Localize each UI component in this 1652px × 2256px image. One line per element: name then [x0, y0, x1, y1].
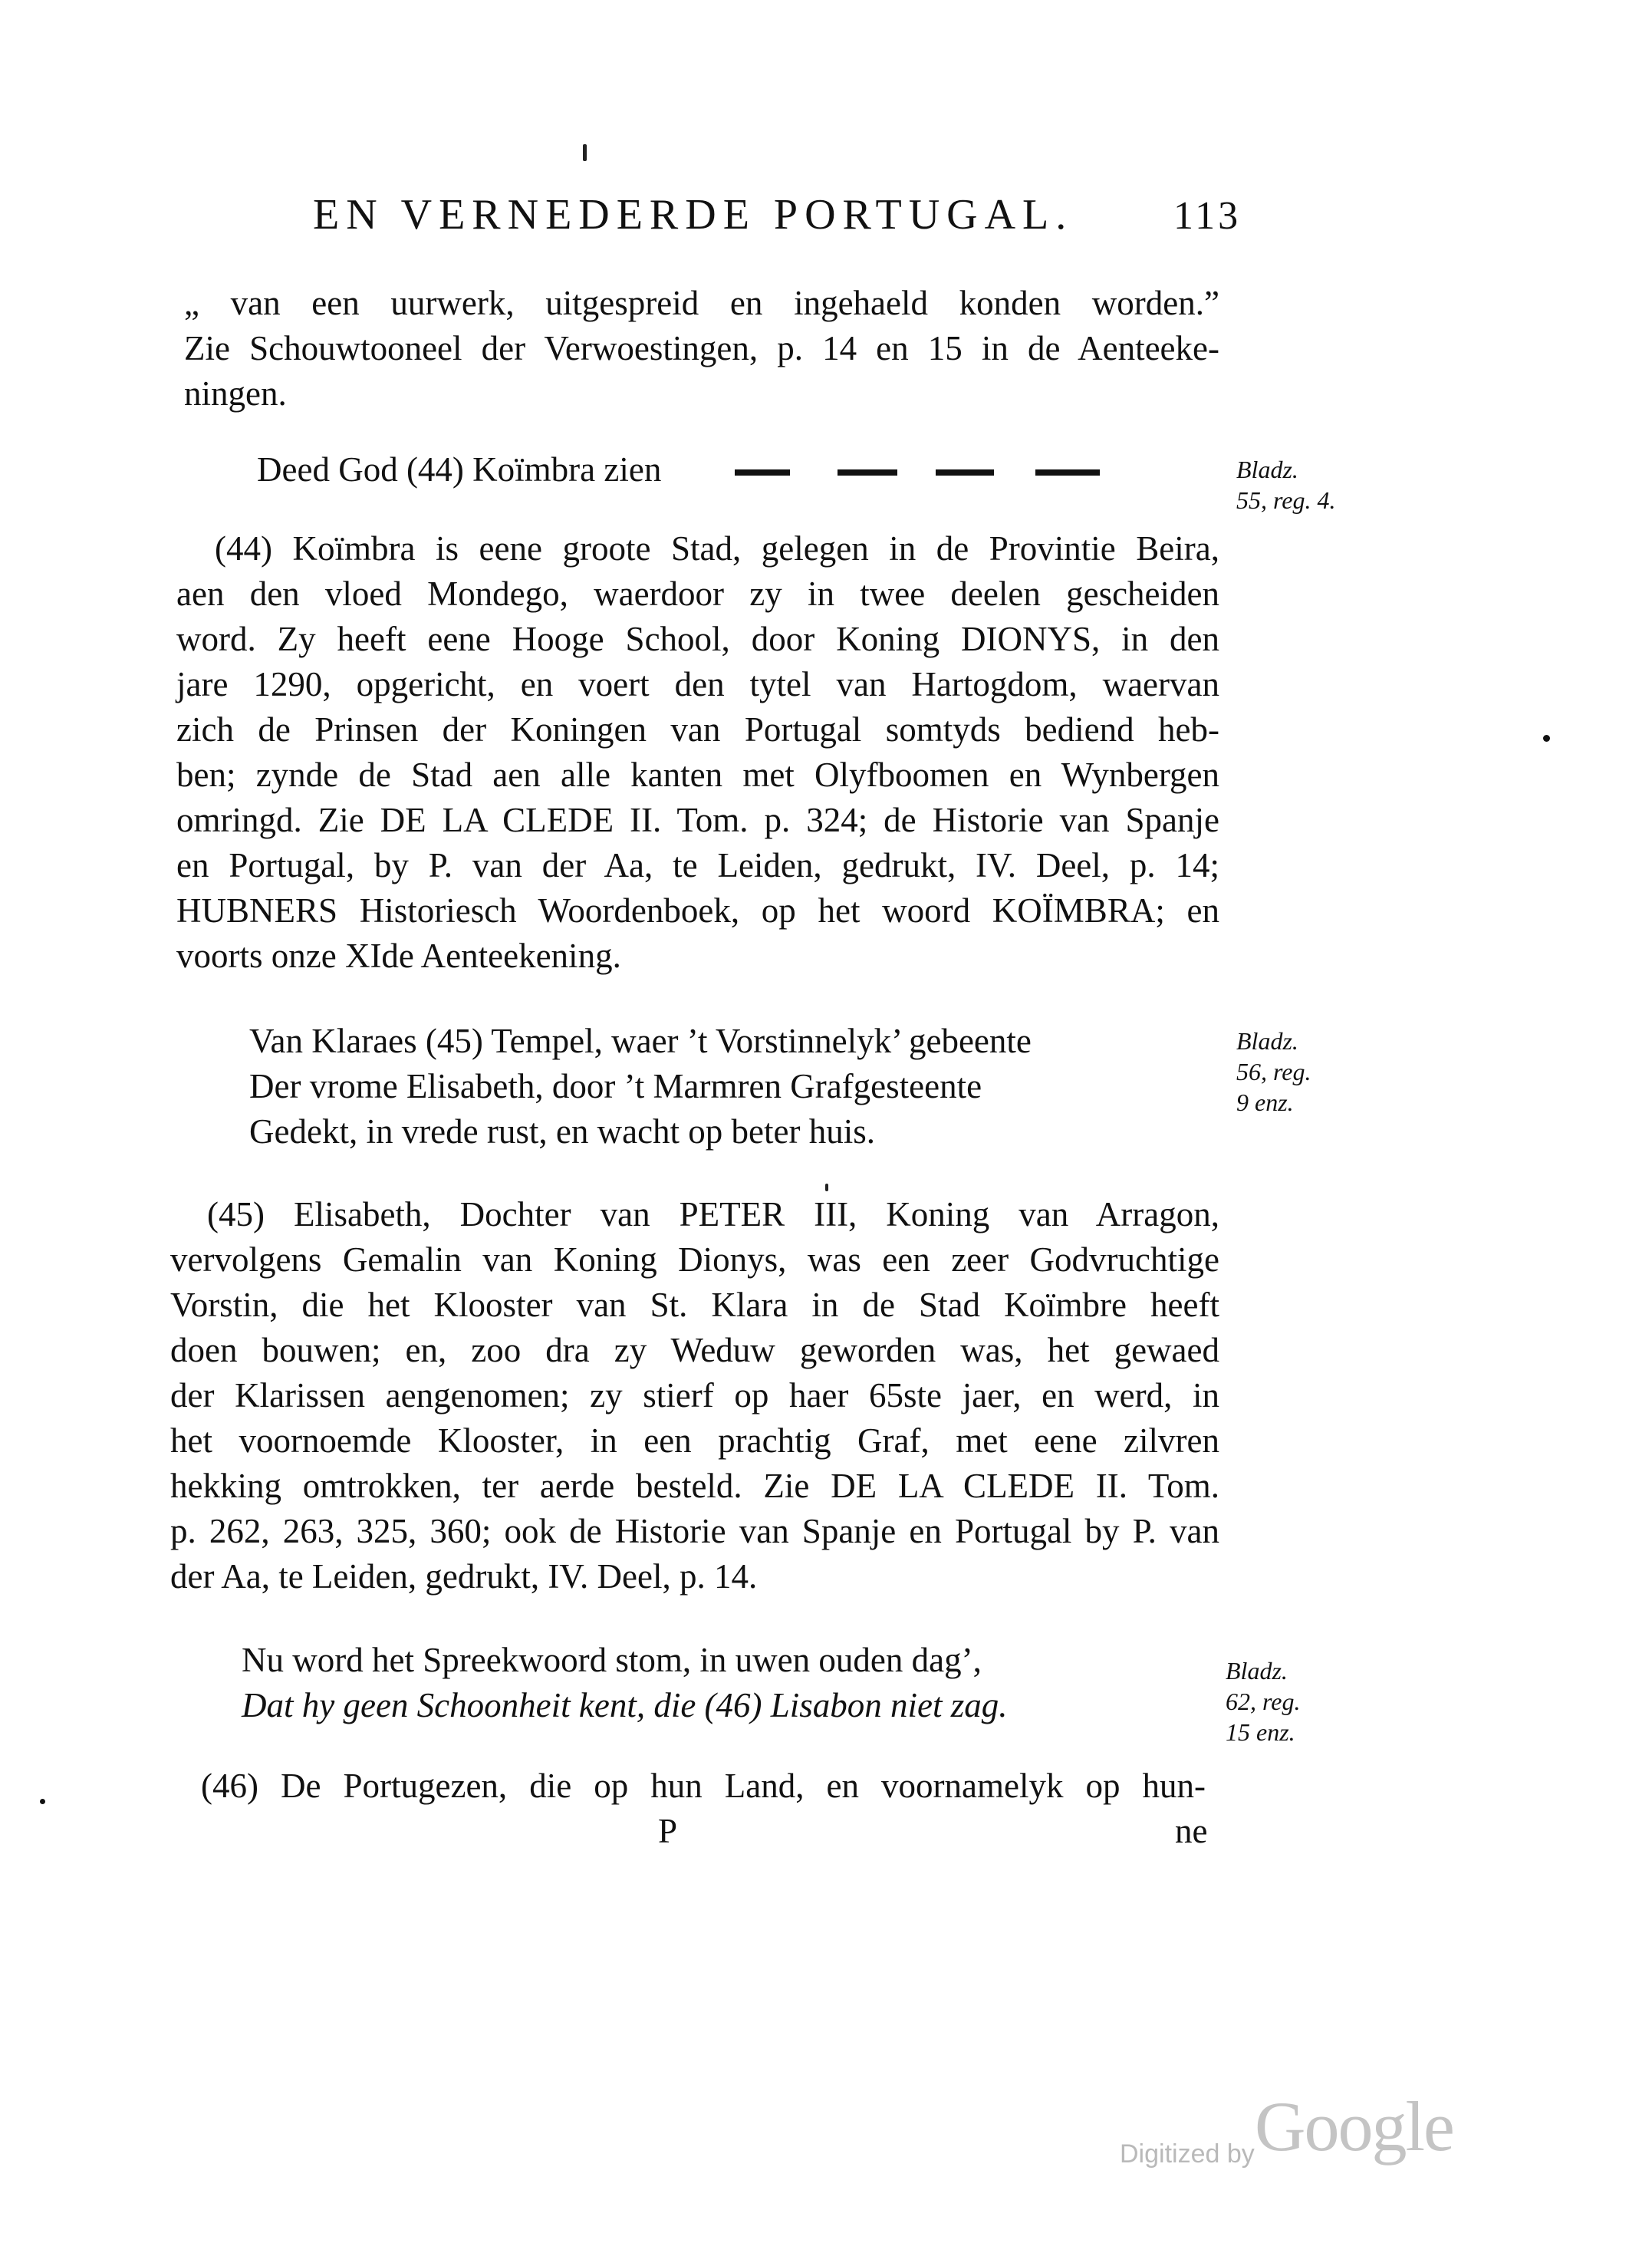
verse-line: Deed God (44) Koïmbra zien	[257, 450, 662, 489]
footnote-line: zich de Prinsen der Koningen van Portugal somtyds bediend heb-	[176, 710, 1219, 749]
verse-line: Dat hy geen Schoonheit kent, die (46) Lisabon niet zag.	[242, 1686, 1008, 1724]
footnote-line: vervolgens Gemalin van Koning Dionys, was een zeer Godvruchtige	[170, 1240, 1219, 1279]
body-line: ningen.	[184, 374, 287, 413]
footnote-line: (45) Elisabeth, Dochter van PETER III, Koning van Arragon,	[207, 1195, 1219, 1233]
verse-dash	[1035, 469, 1100, 476]
body-line: Zie Schouwtooneel der Verwoestingen, p. 14 en 15 in de Aenteeke-	[184, 329, 1219, 367]
footnote-line: voorts onze XIde Aenteekening.	[176, 937, 621, 975]
footnote-line: het voornoemde Klooster, in een prachtig Graf, met eene zilvren	[170, 1421, 1219, 1460]
margin-note: Bladz.	[1236, 1027, 1298, 1055]
footnote-line: der Aa, te Leiden, gedrukt, IV. Deel, p. 14.	[170, 1557, 758, 1596]
margin-note: 56, reg.	[1236, 1058, 1311, 1085]
footnote-line: hekking omtrokken, ter aerde besteld. Zie DE LA CLEDE II. Tom.	[170, 1467, 1219, 1505]
footnote-line: jare 1290, opgericht, en voert den tytel van Hartogdom, waervan	[176, 665, 1219, 703]
margin-note: Bladz.	[1236, 456, 1298, 483]
catchword: ne	[1175, 1812, 1208, 1850]
running-title: EN VERNEDERDE PORTUGAL.	[313, 191, 1074, 239]
footnote-line: der Klarissen aengenomen; zy stierf op haer 65ste jaer, en werd, in	[170, 1376, 1219, 1415]
footnote-line: doen bouwen; en, zoo dra zy Weduw geworden was, het gewaed	[170, 1331, 1219, 1369]
margin-note: 15 enz.	[1226, 1718, 1295, 1746]
footnote-line: omringd. Zie DE LA CLEDE II. Tom. p. 324; de Historie van Spanje	[176, 801, 1219, 839]
verse-dash	[735, 469, 790, 476]
verse-dash	[838, 469, 897, 476]
margin-note: 55, reg. 4.	[1236, 486, 1336, 514]
verse-line: Van Klaraes (45) Tempel, waer ’t Vorstinnelyk’ gebeente	[249, 1022, 1032, 1060]
verse-line: Gedekt, in vrede rust, en wacht op beter huis.	[249, 1112, 875, 1151]
digitized-by-label: Digitized by	[1120, 2139, 1255, 2169]
margin-note: 62, reg.	[1226, 1688, 1301, 1715]
ink-speck	[583, 144, 587, 161]
verse-line: Der vrome Elisabeth, door ’t Marmren Grafgesteente	[249, 1067, 982, 1105]
margin-note: 9 enz.	[1236, 1088, 1294, 1116]
ink-speck	[825, 1184, 828, 1191]
footnote-line: en Portugal, by P. van der Aa, te Leiden, gedrukt, IV. Deel, p. 14;	[176, 846, 1219, 884]
verse-dash	[936, 469, 994, 476]
verse-line: Nu word het Spreekwoord stom, in uwen ouden dag’,	[242, 1641, 982, 1679]
signature-mark: P	[658, 1812, 678, 1850]
ink-speck	[40, 1799, 45, 1804]
margin-note: Bladz.	[1226, 1657, 1288, 1685]
footnote-line: (44) Koïmbra is eene groote Stad, gelegen in de Provintie Beira,	[215, 529, 1219, 568]
footnote-line: (46) De Portugezen, die op hun Land, en voornamelyk op hun-	[201, 1767, 1206, 1805]
footnote-line: Vorstin, die het Klooster van St. Klara in de Stad Koïmbre heeft	[170, 1286, 1219, 1324]
footnote-line: ben; zynde de Stad aen alle kanten met Olyfboomen en Wynbergen	[176, 756, 1219, 794]
footnote-line: p. 262, 263, 325, 360; ook de Historie van Spanje en Portugal by P. van	[170, 1512, 1219, 1550]
google-logo: Google	[1255, 2087, 1453, 2165]
ink-speck	[1543, 735, 1550, 742]
footnote-line: word. Zy heeft eene Hooge School, door Koning DIONYS, in den	[176, 620, 1219, 658]
page-number: 113	[1173, 194, 1242, 238]
footnote-line: aen den vloed Mondego, waerdoor zy in twee deelen gescheiden	[176, 575, 1219, 613]
footnote-line: HUBNERS Historiesch Woordenboek, op het woord KOÏMBRA; en	[176, 891, 1219, 930]
body-line: „ van een uurwerk, uitgespreid en ingehaeld konden worden.”	[184, 284, 1219, 322]
